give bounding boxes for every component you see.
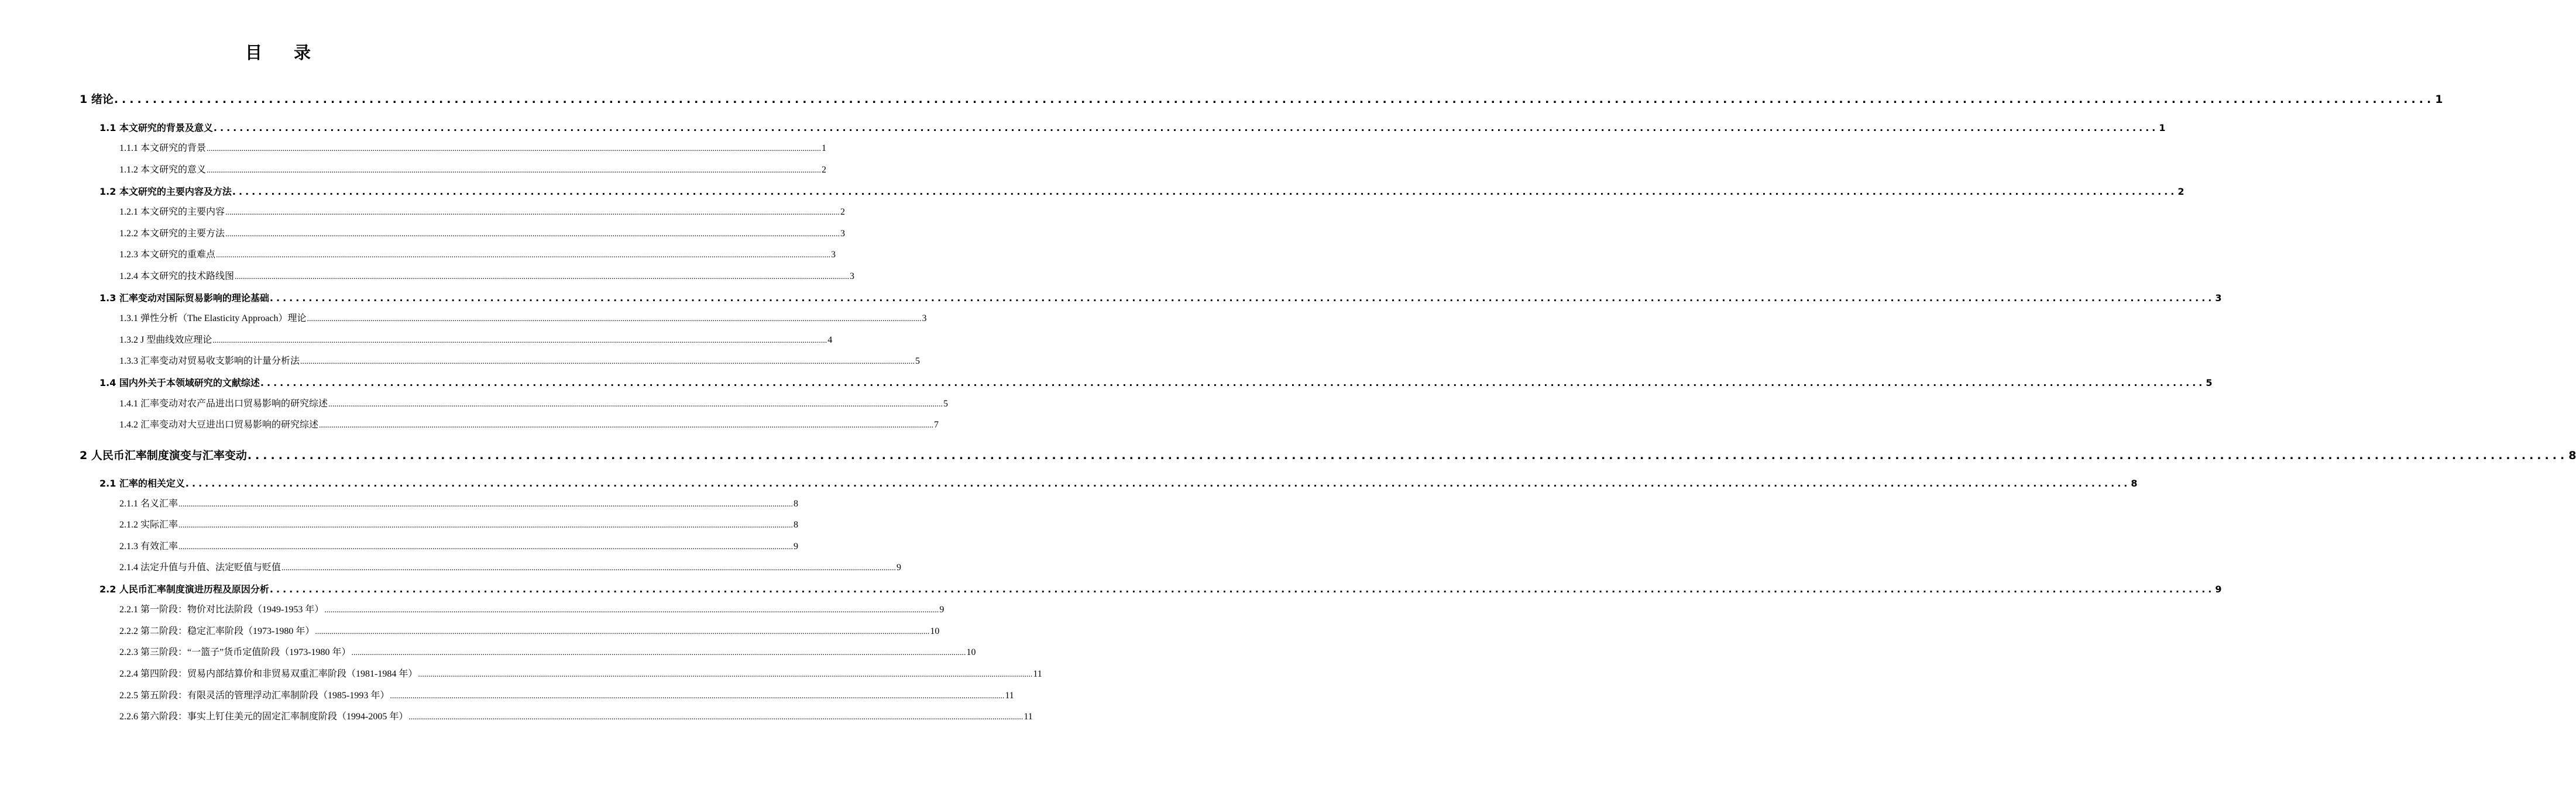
toc-entry-level-2[interactable] (99, 477, 2138, 490)
toc-entry-title: 1.4.2 汇率变动对大豆进出口贸易影响的研究综述 (119, 420, 319, 430)
toc-page-number: 1 (2159, 122, 2166, 133)
toc-page-number: 7 (934, 420, 939, 430)
toc-entry-level-3[interactable] (119, 711, 1033, 724)
toc-entry-title: 1.2 本文研究的主要内容及方法 (99, 186, 232, 197)
toc-entry-level-3[interactable] (119, 142, 827, 156)
toc-leader-dots: ............................................................................................................................................................................................................................................................................................................ (269, 584, 2215, 595)
toc-page-number: 2 (2177, 186, 2185, 197)
toc-page-number: 5 (2206, 377, 2213, 388)
toc-page-number: 2 (840, 207, 846, 217)
toc-leader-dots: ............................................................................................................................................................................................................................................................................................................ (319, 421, 934, 430)
toc-leader-dots: ............................................................................................................................................................................................................................................................................................................ (207, 144, 822, 153)
toc-leader-dots: ............................................................................................................................................................................................................................................................................................................ (178, 500, 794, 509)
toc-entry-level-3[interactable] (119, 398, 949, 411)
toc-page-number: 5 (915, 356, 921, 366)
toc-entry-title: 1.1 本文研究的背景及意义 (99, 122, 213, 133)
toc-entry-level-3[interactable] (119, 519, 799, 532)
toc-leader-dots: ............................................................................................................................................................................................................................................................................................................ (418, 670, 1033, 679)
toc-leader-dots: ............................................................................................................................................................................................................................................................................................................ (307, 315, 922, 323)
toc-page-number: 10 (930, 626, 940, 636)
toc-entry-title: 2.2.3 第三阶段：“一篮子”货币定值阶段（1973-1980 年） (119, 647, 351, 657)
toc-entry-level-2[interactable] (99, 292, 2222, 305)
toc-page-number: 9 (2215, 584, 2222, 595)
toc-entry-level-3[interactable] (119, 646, 976, 660)
toc-entry-level-3[interactable] (119, 561, 902, 575)
toc-leader-dots: ............................................................................................................................................................................................................................................................................................................ (269, 292, 2215, 304)
toc-page-number: 4 (827, 335, 833, 345)
toc-page-number: 8 (794, 520, 799, 530)
toc-entry-level-3[interactable] (119, 540, 799, 554)
toc-page-number: 11 (1005, 691, 1014, 701)
toc-leader-dots: ............................................................................................................................................................................................................................................................................................................ (178, 521, 794, 530)
toc-leader-dots: ............................................................................................................................................................................................................................................................................................................ (213, 122, 2159, 133)
toc-page-number: 10 (966, 647, 976, 657)
toc-page-number: 11 (1023, 712, 1033, 722)
toc-entry-level-2[interactable] (99, 185, 2185, 198)
toc-page-number: 11 (1033, 669, 1042, 679)
toc-leader-dots: ............................................................................................................................................................................................................................................................................................................ (212, 336, 827, 345)
toc-entry-title: 1.2.3 本文研究的重难点 (119, 250, 216, 260)
toc-entry-level-3[interactable] (119, 206, 846, 219)
toc-leader-dots: ............................................................................................................................................................................................................................................................................................................ (185, 478, 2131, 489)
toc-leader-dots: ............................................................................................................................................................................................................................................................................................................ (216, 251, 831, 260)
toc-entry-title: 2.1.4 法定升值与升值、法定贬值与贬值 (119, 563, 281, 573)
toc-page-number: 3 (850, 271, 855, 281)
toc-entry-title: 2.2 人民币汇率制度演进历程及原因分析 (99, 584, 269, 595)
toc-page-number: 1 (2435, 93, 2443, 106)
toc-leader-dots: ............................................................................................................................................................................................................................................................................................................ (114, 93, 2435, 106)
toc-entry-title: 2.2.6 第六阶段：事实上钉住美元的固定汇率制度阶段（1994-2005 年） (119, 712, 408, 722)
toc-entry-level-3[interactable] (119, 164, 827, 177)
toc-leader-dots: ............................................................................................................................................................................................................................................................................................................ (235, 273, 850, 281)
toc-entry-level-3[interactable] (119, 419, 939, 432)
toc-leader-dots: ............................................................................................................................................................................................................................................................................................................ (281, 564, 897, 573)
toc-entry-title: 1.3.3 汇率变动对贸易收支影响的计量分析法 (119, 356, 300, 366)
toc-page-number: 9 (897, 563, 902, 573)
toc-entry-level-3[interactable] (119, 690, 1014, 703)
toc-entry-level-3[interactable] (119, 604, 944, 617)
toc-leader-dots: ............................................................................................................................................................................................................................................................................................................ (328, 400, 943, 409)
toc-leader-dots: ............................................................................................................................................................................................................................................................................................................ (178, 543, 794, 551)
toc-entry-level-3[interactable] (119, 270, 855, 284)
toc-leader-dots: ............................................................................................................................................................................................................................................................................................................ (232, 186, 2177, 197)
toc-entry-level-3[interactable] (119, 227, 846, 241)
toc-entry-title: 2.2.2 第二阶段：稳定汇率阶段（1973-1980 年） (119, 626, 315, 636)
toc-entry-level-1[interactable] (80, 448, 2576, 463)
toc-page-number: 9 (939, 605, 944, 615)
toc-leader-dots: ............................................................................................................................................................................................................................................................................................................ (408, 713, 1023, 722)
page-title: 目 录 (245, 43, 324, 63)
toc-entry-level-3[interactable] (119, 355, 921, 368)
toc-page-number: 1 (822, 143, 827, 153)
toc-page-number: 2 (822, 165, 827, 175)
toc-entry-level-3[interactable] (119, 334, 833, 347)
toc-page-number: 8 (2568, 449, 2576, 462)
toc-leader-dots: ............................................................................................................................................................................................................................................................................................................ (260, 377, 2206, 388)
toc-entry-level-3[interactable] (119, 625, 940, 639)
toc-leader-dots: ............................................................................................................................................................................................................................................................................................................ (351, 649, 966, 657)
toc-entry-level-2[interactable] (99, 377, 2213, 389)
toc-leader-dots: ............................................................................................................................................................................................................................................................................................................ (225, 230, 840, 239)
toc-entry-title: 1.2.1 本文研究的主要内容 (119, 207, 225, 217)
toc-entry-title: 2.2.4 第四阶段：贸易内部结算价和非贸易双重汇率阶段（1981-1984 年） (119, 669, 418, 679)
toc-entry-title: 1.3.2 J 型曲线效应理论 (119, 335, 212, 345)
toc-page-number: 9 (794, 542, 799, 551)
toc-entry-title: 1.1.2 本文研究的意义 (119, 165, 207, 175)
toc-page-number: 8 (794, 499, 799, 509)
toc-entry-level-2[interactable] (99, 583, 2222, 596)
toc-entry-title: 1.4.1 汇率变动对农产品进出口贸易影响的研究综述 (119, 399, 328, 409)
toc-entry-title: 1.1.1 本文研究的背景 (119, 143, 207, 153)
toc-page-number: 3 (2215, 292, 2222, 304)
toc-entry-level-3[interactable] (119, 498, 799, 511)
toc-entry-level-3[interactable] (119, 249, 836, 262)
toc-page-number: 5 (943, 399, 949, 409)
toc-entry-title: 2.2.1 第一阶段：物价对比法阶段（1949-1953 年） (119, 605, 324, 615)
toc-entry-title: 2.2.5 第五阶段：有限灵活的管理浮动汇率制阶段（1985-1993 年） (119, 691, 390, 701)
toc-entry-title: 2.1.2 实际汇率 (119, 520, 178, 530)
toc-entry-level-2[interactable] (99, 122, 2166, 135)
toc-entry-title: 2.1.3 有效汇率 (119, 542, 178, 551)
toc-entry-title: 2.1 汇率的相关定义 (99, 478, 185, 489)
toc-entry-title: 1.4 国内外关于本领域研究的文献综述 (99, 377, 260, 388)
toc-leader-dots: ............................................................................................................................................................................................................................................................................................................ (390, 692, 1005, 701)
toc-entry-title: 1.2.4 本文研究的技术路线图 (119, 271, 235, 281)
toc-leader-dots: ............................................................................................................................................................................................................................................................................................................ (225, 208, 840, 217)
toc-leader-dots: ............................................................................................................................................................................................................................................................................................................ (207, 166, 822, 175)
toc-leader-dots: ............................................................................................................................................................................................................................................................................................................ (315, 628, 930, 636)
toc-entry-level-1[interactable] (80, 92, 2443, 107)
toc-entry-title: 2.1.1 名义汇率 (119, 499, 178, 509)
toc-entry-title: 2 人民币汇率制度演变与汇率变动 (80, 449, 247, 462)
toc-page-number: 3 (922, 313, 927, 323)
toc-leader-dots: ............................................................................................................................................................................................................................................................................................................ (300, 357, 915, 366)
toc-entry-level-3[interactable] (119, 668, 1042, 681)
toc-entry-title: 1.3.1 弹性分析（The Elasticity Approach）理论 (119, 313, 307, 323)
toc-page-number: 3 (840, 229, 846, 239)
toc-entry-title: 1.2.2 本文研究的主要方法 (119, 229, 225, 239)
toc-entry-title: 1.3 汇率变动对国际贸易影响的理论基础 (99, 292, 269, 304)
toc-entry-title: 1 绪论 (80, 93, 114, 106)
toc-page-number: 8 (2131, 478, 2138, 489)
toc-page-number: 3 (831, 250, 836, 260)
toc-leader-dots: ............................................................................................................................................................................................................................................................................................................ (247, 449, 2568, 462)
toc-leader-dots: ............................................................................................................................................................................................................................................................................................................ (324, 606, 939, 615)
toc-entry-level-3[interactable] (119, 312, 927, 326)
